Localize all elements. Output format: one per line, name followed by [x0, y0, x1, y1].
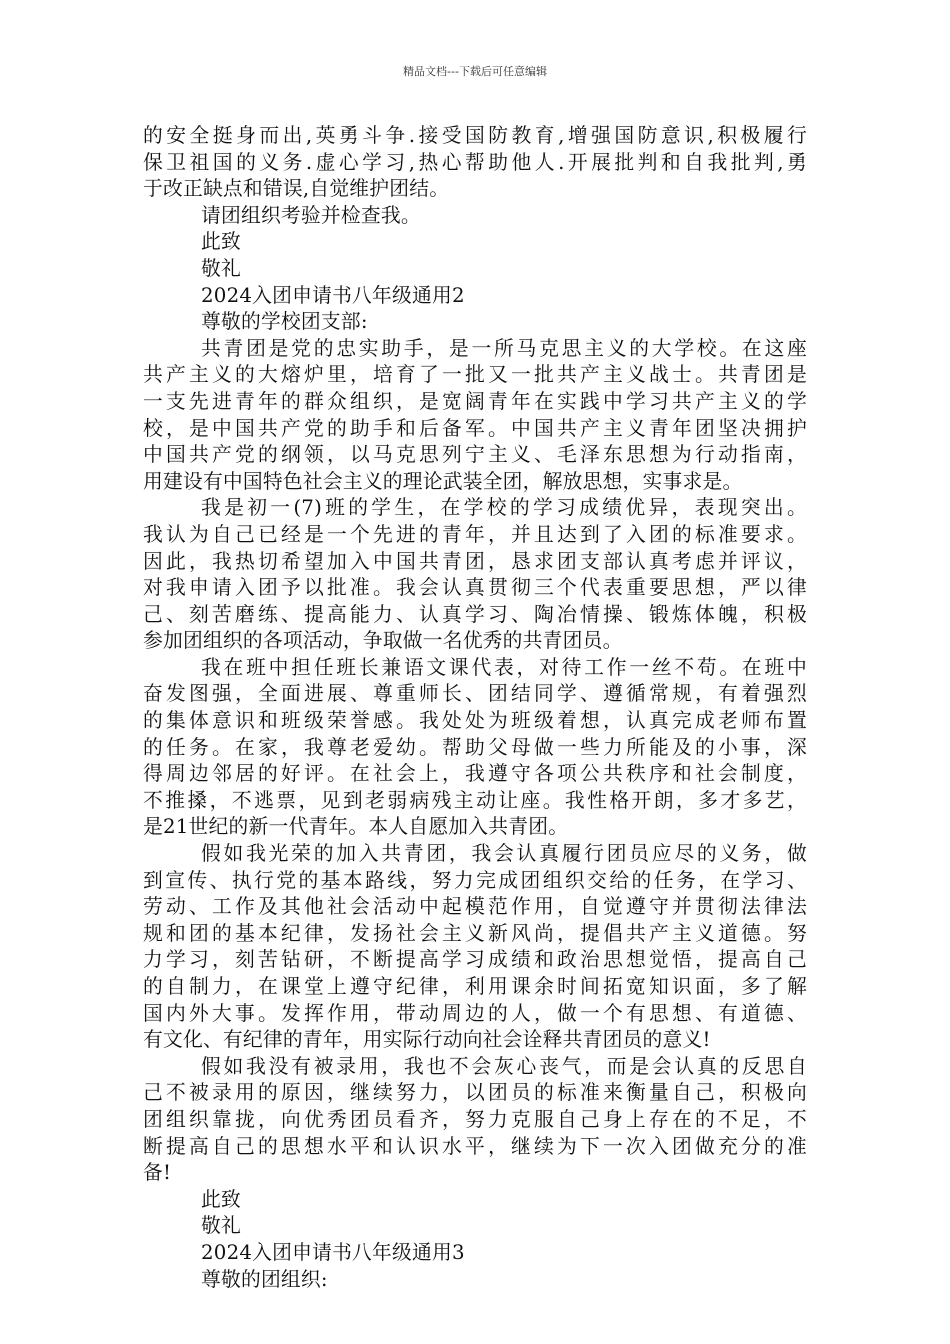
text-line: 共青团是党的忠实助手，是一所马克思主义的大学校。在这座 — [201, 336, 807, 360]
text-line: 己、刻苦磨练、提高能力、认真学习、陶冶情操、锻炼体魄，积极 — [143, 602, 807, 626]
paragraph — [143, 1187, 807, 1214]
text-line: 保卫祖国的义务.虚心学习,热心帮助他人.开展批判和自我批判,勇 — [143, 150, 807, 174]
text-line: 此致 — [201, 230, 241, 254]
text-line: 共产主义的大熔炉里，培育了一批又一批共产主义战士。共青团是 — [143, 363, 807, 387]
paragraph — [143, 336, 807, 496]
text-line: 用建设有中国特色社会主义的理论武装全团，解放思想，实事求是。 — [143, 469, 743, 493]
text-line: 因此，我热切希望加入中国共青团，恳求团支部认真考虑并评议， — [143, 549, 807, 573]
text-line: 于改正缺点和错误,自觉维护团结。 — [143, 177, 450, 201]
paragraph — [143, 1267, 807, 1294]
text-line: 校，是中国共产党的助手和后备军。中国共产主义青年团坚决拥护 — [143, 416, 807, 440]
paragraph — [143, 495, 807, 655]
paragraph — [143, 1240, 807, 1267]
paragraph — [143, 203, 807, 230]
text-line: 备! — [143, 1161, 172, 1185]
text-line: 我在班中担任班长兼语文课代表，对待工作一丝不苟。在班中 — [201, 655, 807, 679]
document-body — [143, 123, 807, 1293]
text-line: 到宣传、执行党的基本路线，努力完成团组织交给的任务，在学习、 — [143, 868, 807, 892]
text-line: 团组织靠拢，向优秀团员看齐，努力克服自己身上存在的不足，不 — [143, 1107, 807, 1131]
text-line: 一支先进青年的群众组织，是宽阔青年在实践中学习共产主义的学 — [143, 389, 807, 413]
text-line: 对我申请入团予以批准。我会认真贯彻三个代表重要思想，严以律 — [143, 576, 807, 600]
text-line: 得周边邻居的好评。在社会上，我遵守各项公共秩序和社会制度， — [143, 762, 807, 786]
text-line: 断提高自己的思想水平和认识水平，继续为下一次入团做充分的准 — [143, 1134, 807, 1158]
paragraph — [143, 1213, 807, 1240]
text-line: 敬礼 — [201, 256, 241, 280]
text-line: 敬礼 — [201, 1214, 241, 1238]
paragraph — [143, 256, 807, 283]
text-line: 尊敬的团组织: — [201, 1267, 328, 1291]
paragraph — [143, 123, 807, 203]
text-line: 中国共产党的纲领，以马克思列宁主义、毛泽东思想为行动指南， — [143, 443, 807, 467]
text-line: 2024入团申请书八年级通用2 — [201, 283, 465, 307]
text-line: 假如我光荣的加入共青团，我会认真履行团员应尽的义务，做 — [201, 842, 807, 866]
text-line: 力学习，刻苦钻研，不断提高学习成绩和政治思想觉悟，提高自己 — [143, 948, 807, 972]
text-line: 我是初一(7)班的学生，在学校的学习成绩优异，表现突出。 — [201, 496, 807, 520]
paragraph — [143, 655, 807, 841]
paragraph — [143, 1054, 807, 1187]
paragraph — [143, 229, 807, 256]
text-line: 规和团的基本纪律，发扬社会主义新风尚，提倡共产主义道德。努 — [143, 921, 807, 945]
text-line: 此致 — [201, 1187, 241, 1211]
text-line: 己不被录用的原因，继续努力，以团员的标准来衡量自己，积极向 — [143, 1081, 807, 1105]
paragraph — [143, 283, 807, 310]
text-line: 2024入团申请书八年级通用3 — [201, 1240, 465, 1264]
paragraph — [143, 309, 807, 336]
text-line: 我认为自己已经是一个先进的青年，并且达到了入团的标准要求。 — [143, 522, 807, 546]
paragraph — [143, 841, 807, 1054]
text-line: 请团组织考验并检查我。 — [201, 203, 421, 227]
text-line: 是21世纪的新一代青年。本人自愿加入共青团。 — [143, 815, 569, 839]
text-line: 不推搡，不逃票，见到老弱病残主动让座。我性格开朗，多才多艺， — [143, 788, 807, 812]
text-line: 奋发图强，全面进展、尊重师长、团结同学、遵循常规，有着强烈 — [143, 682, 807, 706]
text-line: 的集体意识和班级荣誉感。我处处为班级着想，认真完成老师布置 — [143, 709, 807, 733]
text-line: 假如我没有被录用，我也不会灰心丧气，而是会认真的反思自 — [201, 1054, 807, 1078]
text-line: 劳动、工作及其他社会活动中起模范作用，自觉遵守并贯彻法律法 — [143, 895, 807, 919]
text-line: 有文化、有纪律的青年，用实际行动向社会诠释共青团员的意义! — [143, 1028, 711, 1052]
text-line: 的任务。在家，我尊老爱幼。帮助父母做一些力所能及的小事，深 — [143, 735, 807, 759]
text-line: 的自制力，在课堂上遵守纪律，利用课余时间拓宽知识面，多了解 — [143, 975, 807, 998]
text-line: 尊敬的学校团支部: — [201, 310, 368, 334]
text-line: 的安全挺身而出,英勇斗争.接受国防教育,增强国防意识,积极履行 — [143, 124, 807, 147]
text-line: 参加团组织的各项活动，争取做一名优秀的共青团员。 — [143, 629, 623, 653]
page-header: 精品文档---下载后可任意编辑 — [403, 65, 547, 78]
text-line: 国内外大事。发挥作用，带动周边的人，做一个有思想、有道德、 — [143, 1001, 807, 1025]
